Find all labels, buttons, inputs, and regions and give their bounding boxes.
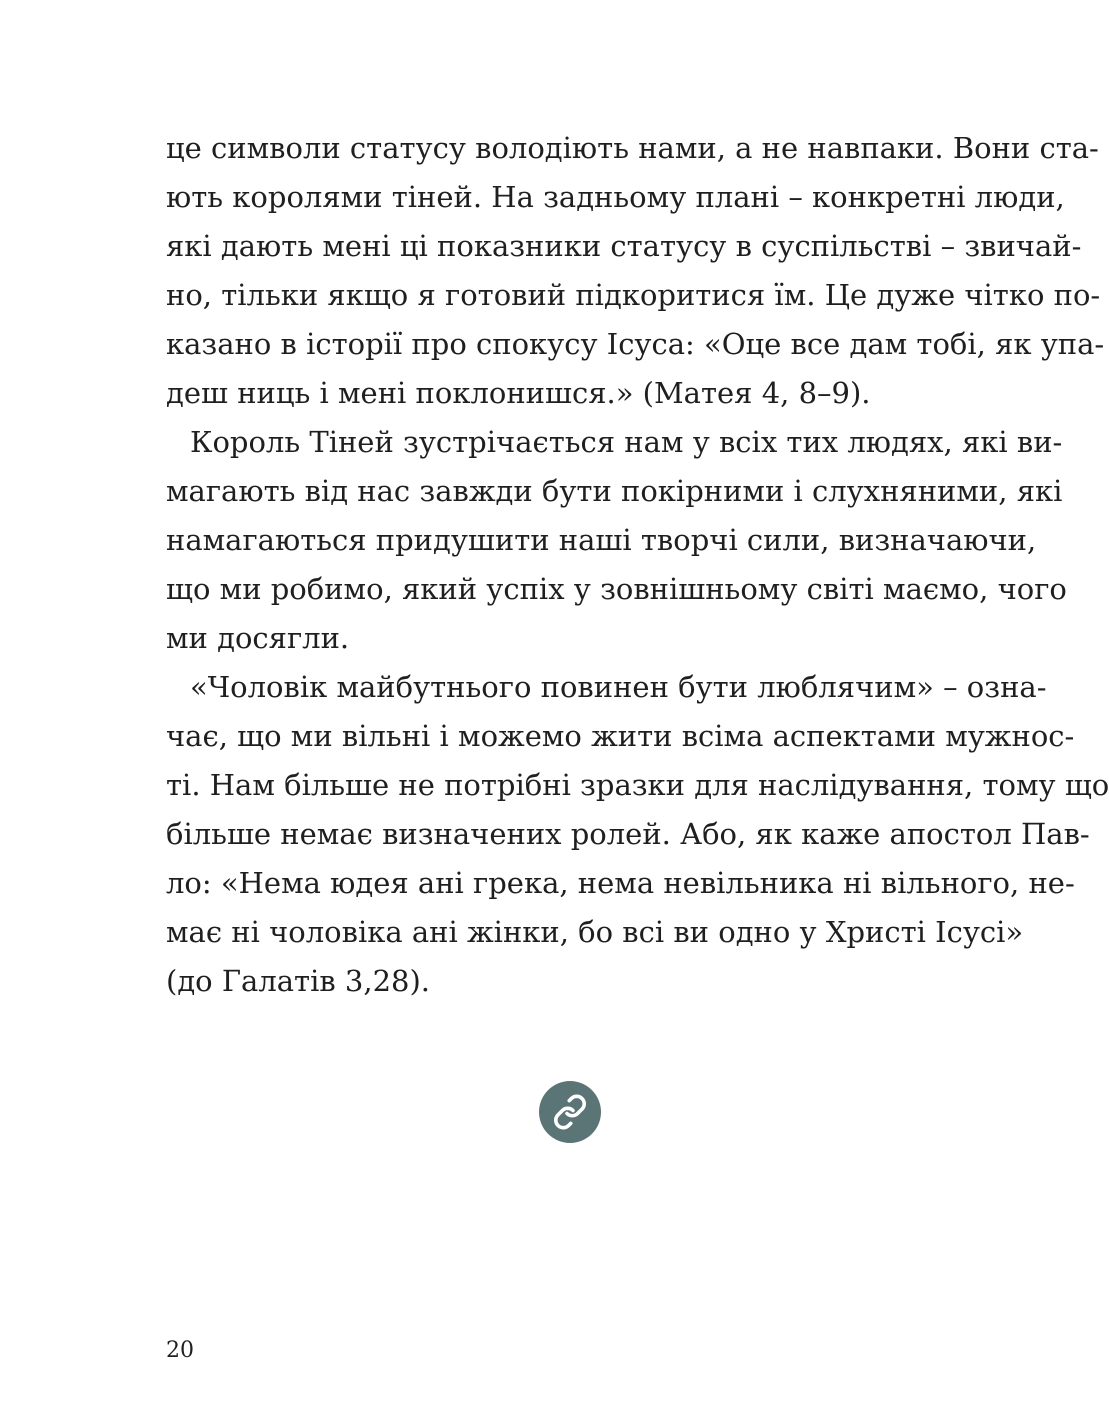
text-line: «Чоловік майбутнього повинен бути люблячим» – озна-	[190, 670, 1047, 704]
body-text	[166, 124, 1109, 1006]
text-line: (до Галатів 3,28).	[166, 964, 431, 998]
text-line: це символи статусу володіють нами, а не навпаки. Вони ста-	[166, 131, 1099, 165]
text-line: но, тільки якщо я готовий підкоритися їм. Це дуже чітко по-	[166, 278, 1101, 312]
text-line: ті. Нам більше не потрібні зразки для наслідування, тому що	[166, 768, 1109, 802]
text-line: деш ниць і мені поклонишся.» (Матея 4, 8–9).	[166, 376, 871, 410]
text-line: ло: «Нема юдея ані грека, нема невільника ні вільного, не-	[166, 866, 1075, 900]
paragraph	[166, 124, 1105, 418]
text-line: намагаються придушити наші творчі сили, визначаючи,	[166, 523, 1037, 557]
text-line: чає, що ми вільні і можемо жити всіма аспектами мужнос-	[166, 719, 1075, 753]
text-line: які дають мені ці показники статусу в суспільстві – звичай-	[166, 229, 1082, 263]
text-line: має ні чоловіка ані жінки, бо всі ви одно у Христі Ісусі»	[166, 915, 1024, 949]
text-line: ють королями тіней. На задньому плані – конкретні люди,	[166, 180, 1065, 214]
text-line: що ми робимо, який успіх у зовнішньому світі маємо, чого	[166, 572, 1067, 606]
text-line: магають від нас завжди бути покірними і слухняними, які	[166, 474, 1063, 508]
paragraph	[166, 663, 1109, 1006]
text-line: казано в історії про спокусу Ісуса: «Оце все дам тобі, як упа-	[166, 327, 1105, 361]
page-number: 20	[166, 1338, 194, 1363]
link-icon	[539, 1081, 601, 1143]
text-line: ми досягли.	[166, 621, 350, 655]
text-line: більше немає визначених ролей. Або, як каже апостол Пав-	[166, 817, 1090, 851]
paragraph	[166, 418, 1067, 663]
text-line: Король Тіней зустрічається нам у всіх тих людях, які ви-	[190, 425, 1063, 459]
